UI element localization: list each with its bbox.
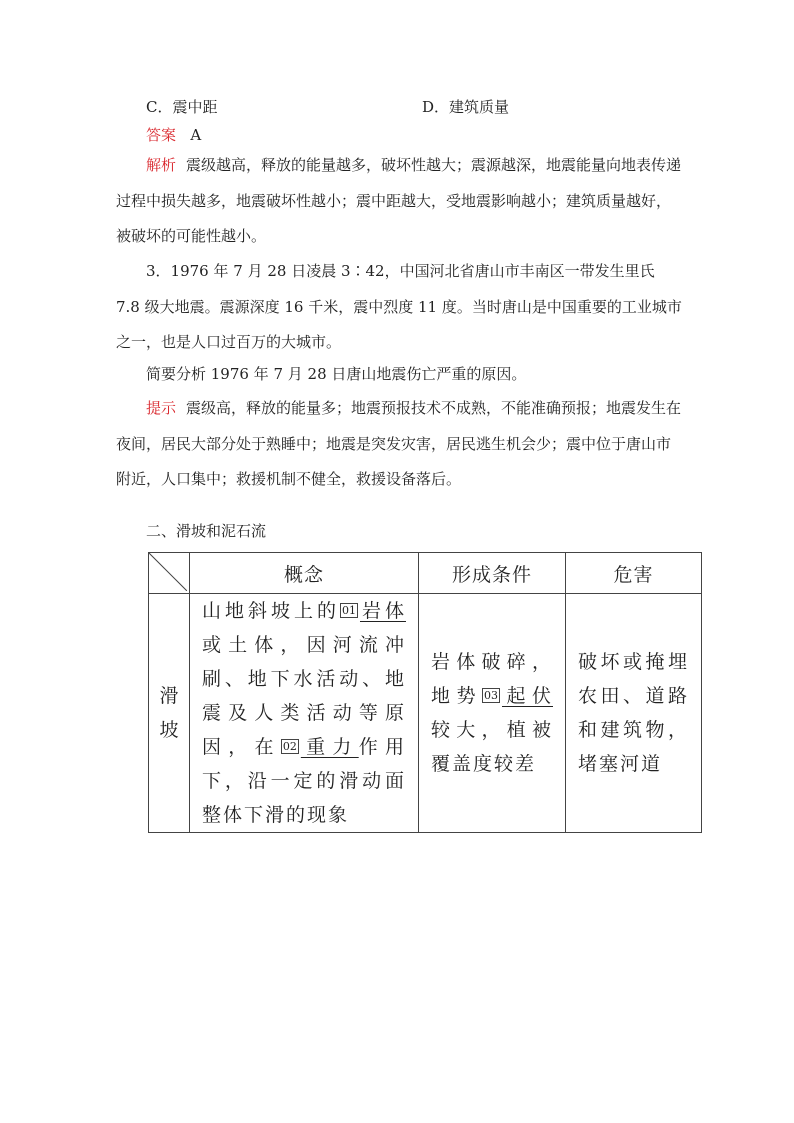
answer-line [146,124,201,146]
hint-label: 提示 [146,399,177,417]
analysis-text: 震级越高，释放的能量越多，破坏性越大；震源越深，地震能量向地表传递过程中损失越多，地震破坏性越小；震中距越大，受地震影响越小；建筑质量越好，被破坏的可能性越小。 [116,156,682,245]
question3-prompt-line [116,357,682,393]
question3-text: 3．1976 年 7 月 28 日凌晨 3∶42，中国河北省唐山市丰南区一带发生里氏 7.8 级大地震。震源深度 16 千米，震中烈度 11 度。当时唐山是中国重要的工业城市之一，也是人口过百万的大城市。 [116,262,682,351]
concept-post: 作用下，沿一定的滑动面整体下滑的现象 [202,736,406,826]
answer-value: A [190,126,202,144]
question3-intro [116,254,682,361]
table-header-row [149,553,702,594]
blank-answer: 重力 [300,736,359,758]
concept-pre: 山地斜坡上的 [202,600,340,622]
hint-paragraph [116,391,682,498]
section-title: 二、滑坡和泥石流 [146,522,267,540]
analysis-paragraph [116,148,682,255]
concept-mid: 或土体，因河流冲刷、地下水活动、地震及人类活动等原因，在 [202,634,406,758]
condition-pre: 岩体破碎，地势 [431,651,553,707]
answer-label: 答案 [146,126,177,144]
blank-answer: 岩体 [359,600,406,622]
landslide-table [148,552,702,833]
blank-number-box: 02 [282,740,297,753]
header-harm: 危害 [566,553,702,594]
question3-prompt: 简要分析 1976 年 7 月 28 日唐山地震伤亡严重的原因。 [146,365,527,383]
row-name-cell [149,594,190,833]
header-concept: 概念 [190,553,419,594]
diagonal-line [149,553,187,591]
diagonal-corner-cell [149,553,190,594]
hint-text: 震级高，释放的能量多；地震预报技术不成熟，不能准确预报；地震发生在夜间，居民大部分处于熟睡中；地震是突发灾害，居民逃生机会少；震中位于唐山市附近，人口集中；救援机制不健全，救援设备落后。 [116,399,682,488]
options-row [146,96,706,118]
condition-cell [419,594,566,833]
analysis-label: 解析 [146,156,177,174]
option-d: D．建筑质量 [422,98,510,116]
blank-number-box: 03 [484,689,498,702]
option-c: C．震中距 [146,98,218,116]
table-row [149,594,702,833]
header-condition: 形成条件 [419,553,566,594]
row-name: 滑坡 [159,685,179,741]
harm-cell: 破坏或掩埋农田、道路和建筑物，堵塞河道 [566,594,702,833]
concept-cell [190,594,419,833]
condition-post: 较大，植被覆盖度较差 [431,719,553,775]
blank-answer: 起伏 [502,685,553,707]
blank-number-box: 01 [341,604,356,617]
